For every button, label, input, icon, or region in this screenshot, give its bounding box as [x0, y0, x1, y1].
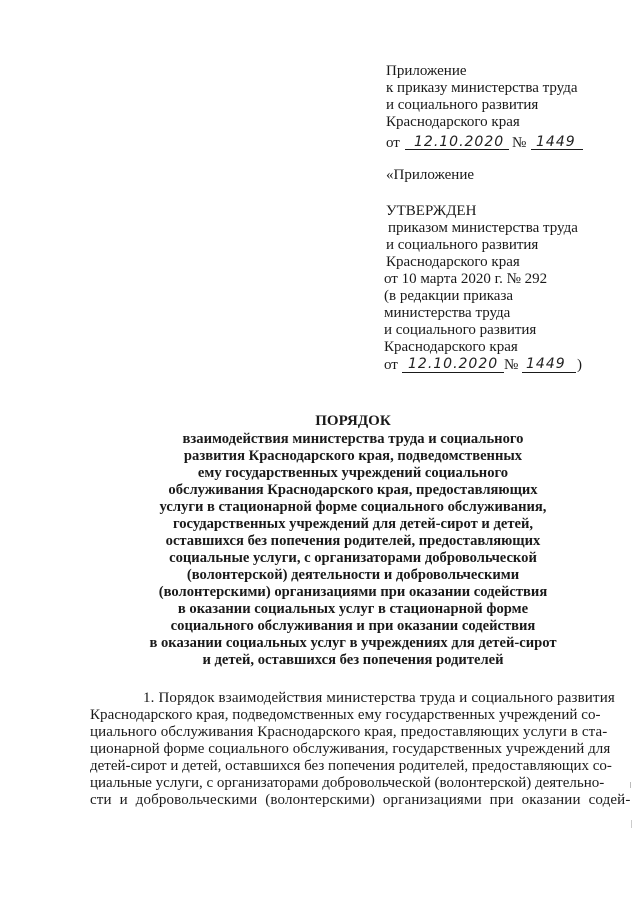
approved-date-underline [402, 372, 504, 373]
approved-number-sign: № [504, 357, 519, 373]
subtitle-line: ему государственных учреждений социального [197, 465, 509, 481]
approved-number-underline [522, 372, 576, 373]
subtitle-line: оставшихся без попечения родителей, предоставляющих [165, 533, 541, 549]
subtitle-line: государственных учреждений для детей-сирот и детей, [172, 516, 534, 532]
subtitle-line: в оказании социальных услуг в стационарной форме [177, 601, 529, 617]
approved-line-6: министерства труда [384, 305, 511, 321]
approved-heading: УТВЕРЖДЕН [386, 203, 477, 219]
subtitle-line: в оказании социальных услуг в учреждениях для детей-сирот [149, 635, 557, 651]
subtitle-line: социального обслуживания и при оказании содействия [170, 618, 536, 634]
subtitle-line: обслуживания Краснодарского края, предоставляющих [168, 482, 538, 498]
approved-line-1: приказом министерства труда [388, 220, 578, 236]
appendix-order-line: к приказу министерства труда [386, 80, 578, 96]
approved-line-8: Краснодарского края [384, 339, 518, 355]
approved-close-paren: ) [577, 357, 582, 373]
approved-line-2: и социального развития [386, 237, 539, 253]
appendix-number-sign: № [512, 135, 527, 151]
appendix-date-handwritten: 12.10.2020 [414, 134, 505, 150]
approved-line-7: и социального развития [384, 322, 537, 338]
subtitle-line: услуги в стационарной форме социального обслуживания, [159, 499, 547, 515]
body-line: циальные услуги, с организаторами добровольческой (волонтерской) деятельно- [90, 775, 605, 791]
document-title: ПОРЯДОК [315, 413, 391, 429]
scan-artifact [629, 780, 633, 840]
subtitle-line: (волонтерской) деятельности и добровольческими [186, 567, 520, 583]
appendix-date-prefix: от [386, 135, 400, 151]
body-line: ционарной форме социального обслуживания, государственных учреждений для [90, 741, 611, 757]
appendix-ministry-line: и социального развития [386, 97, 539, 113]
body-line: циального обслуживания Краснодарского края, предоставляющих услуги в ста- [90, 724, 608, 740]
subtitle-line: взаимодействия министерства труда и социального [182, 431, 524, 447]
body-line: детей-сирот и детей, оставшихся без попечения родителей, предоставляющих со- [90, 758, 612, 774]
approved-line-5: (в редакции приказа [384, 288, 514, 304]
approved-line-3: Краснодарского края [386, 254, 520, 270]
quote-appendix-label: «Приложение [386, 167, 475, 183]
subtitle-line: (волонтерскими) организациями при оказании содействия [158, 584, 548, 600]
approved-date-prefix: от [384, 357, 398, 373]
appendix-region-line: Краснодарского края [386, 114, 520, 130]
appendix-number-handwritten: 1449 [536, 134, 576, 150]
approved-date-handwritten: 12.10.2020 [408, 356, 499, 372]
subtitle-line: развития Краснодарского края, подведомственных [183, 448, 523, 464]
subtitle-line: и детей, оставшихся без попечения родителей [202, 652, 504, 668]
body-line: Краснодарского края, подведомственных ему государственных учреждений со- [90, 707, 601, 723]
approved-line-4: от 10 марта 2020 г. № 292 [384, 271, 548, 287]
appendix-label: Приложение [386, 63, 467, 79]
body-line: 1. Порядок взаимодействия министерства труда и социального развития [143, 690, 615, 706]
body-line: сти и добровольческими (волонтерскими) организациями при оказании содей- [90, 792, 631, 808]
subtitle-line: социальные услуги, с организаторами добровольческой [169, 550, 537, 566]
approved-number-handwritten: 1449 [526, 356, 566, 372]
